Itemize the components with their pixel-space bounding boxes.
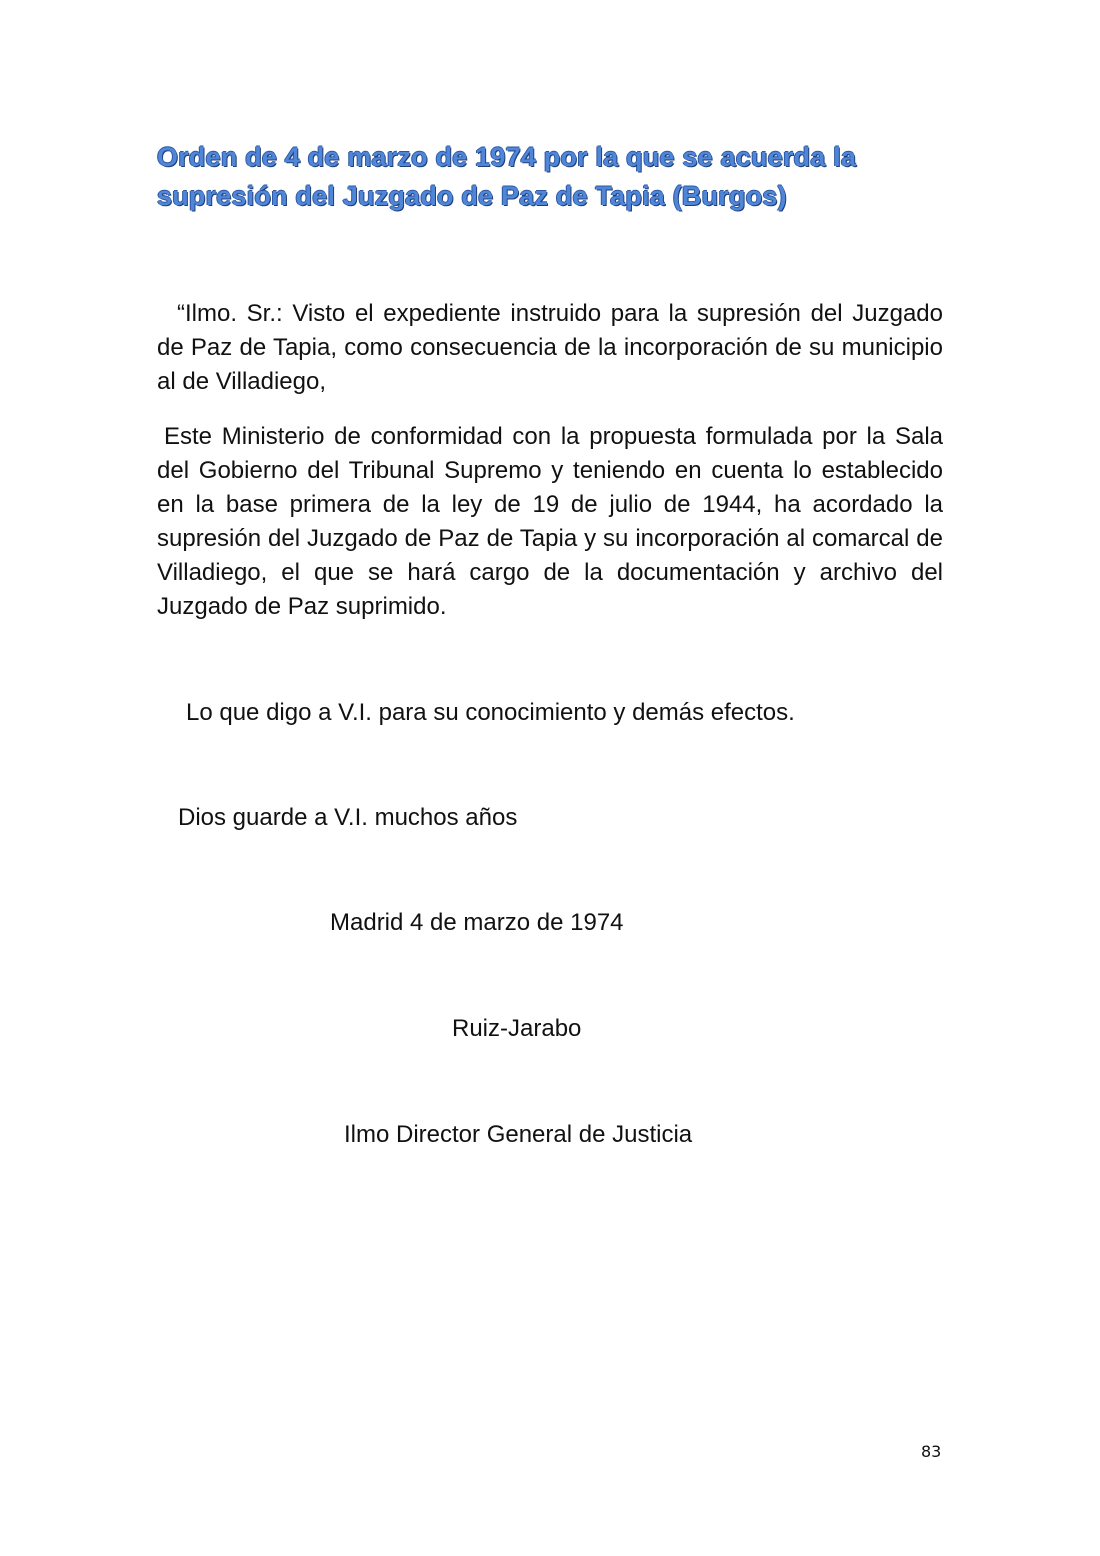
- place-date: Madrid 4 de marzo de 1974: [330, 909, 624, 936]
- addressee: Ilmo Director General de Justicia: [344, 1121, 693, 1148]
- body-paragraph-resolution: Este Ministerio de conformidad con la propuesta formulada por la Sala del Gobierno del Tribunal Supremo y teniendo en cuenta lo establecido en la base primera de la ley de 19 de julio de 1944, ha acordado la supresión del Juzgado de Paz de Tapia y su incorporación al comarcal de Villadiego, el que se hará cargo de la documentación y archivo del Juzgado de Paz suprimido.: [157, 423, 943, 620]
- page-title: Orden de 4 de marzo de 1974 por la que se acuerda la supresión del Juzgado de Paz de Tapia (Burgos): [157, 142, 857, 211]
- signer-name: Ruiz-Jarabo: [452, 1015, 582, 1042]
- blessing-line: Dios guarde a V.I. muchos años: [178, 804, 518, 831]
- closing-line: Lo que digo a V.I. para su conocimiento y demás efectos.: [186, 699, 795, 726]
- body-paragraph-intro: “Ilmo. Sr.: Visto el expediente instruido para la supresión del Juzgado de Paz de Tapia, como consecuencia de la incorporación de su municipio al de Villadiego,: [157, 300, 943, 395]
- page-number: 83: [921, 1442, 942, 1461]
